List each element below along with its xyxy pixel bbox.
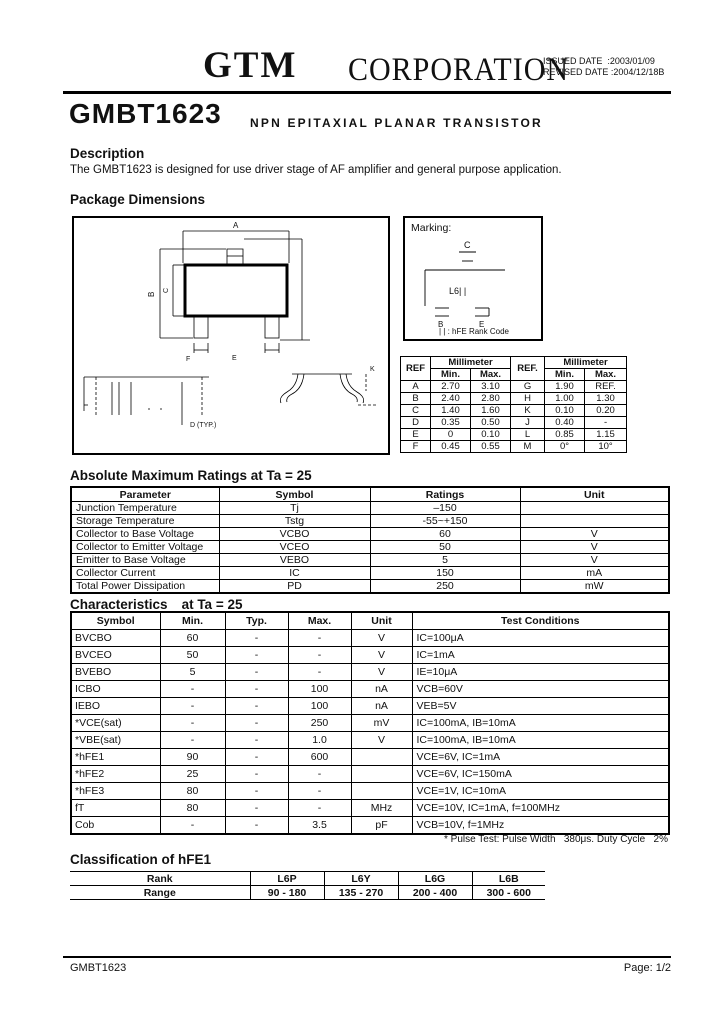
table-row — [71, 567, 669, 580]
marking-pin-top: C — [464, 240, 471, 250]
table-cell: IE=10μA — [412, 664, 669, 681]
table-cell: fT — [71, 800, 160, 817]
table-cell: 200 - 400 — [398, 886, 472, 900]
table-cell: - — [288, 800, 351, 817]
table-cell: L6Y — [324, 872, 398, 886]
table-cell: VEB=5V — [412, 698, 669, 715]
table-cell: VCB=10V, f=1MHz — [412, 817, 669, 835]
table-cell: 90 - 180 — [250, 886, 324, 900]
table-cell: BVEBO — [71, 664, 160, 681]
table-row — [71, 664, 669, 681]
table-cell: - — [160, 817, 225, 835]
col-header-ref: REF — [401, 357, 431, 381]
table-cell: - — [225, 647, 288, 664]
table-cell: 1.30 — [585, 393, 627, 405]
table-cell: - — [225, 766, 288, 783]
marking-box — [403, 216, 543, 341]
table-cell: - — [160, 681, 225, 698]
table-cell: 0.40 — [545, 417, 585, 429]
table-cell: 600 — [288, 749, 351, 766]
table-cell: 1.00 — [545, 393, 585, 405]
table-cell: VCE=6V, IC=150mA — [412, 766, 669, 783]
table-cell: 90 — [160, 749, 225, 766]
table-row — [71, 647, 669, 664]
document-dates — [543, 56, 664, 78]
table-cell: L6G — [398, 872, 472, 886]
table-cell: VCEO — [219, 541, 370, 554]
table-cell: IEBO — [71, 698, 160, 715]
table-cell: 300 - 600 — [472, 886, 545, 900]
table-cell: 2.40 — [431, 393, 471, 405]
table-cell: 0.35 — [431, 417, 471, 429]
table-cell — [520, 502, 669, 515]
table-cell: VCE=6V, IC=1mA — [412, 749, 669, 766]
table-cell: 250 — [370, 580, 520, 594]
table-cell: V — [520, 528, 669, 541]
table-cell: *hFE3 — [71, 783, 160, 800]
table-row — [71, 515, 669, 528]
table-cell: 50 — [160, 647, 225, 664]
table-cell: 0.50 — [471, 417, 511, 429]
table-cell: 0.10 — [545, 405, 585, 417]
table-row — [71, 681, 669, 698]
table-cell: Collector to Emitter Voltage — [71, 541, 219, 554]
table-cell: mV — [351, 715, 412, 732]
table-cell: –150 — [370, 502, 520, 515]
table-cell: - — [160, 715, 225, 732]
table-cell: 0.55 — [471, 441, 511, 453]
table-cell: Total Power Dissipation — [71, 580, 219, 594]
table-row — [71, 487, 669, 502]
table-cell: Cob — [71, 817, 160, 835]
col-header-max2: Max. — [585, 369, 627, 381]
table-row — [401, 381, 627, 393]
part-subtitle: NPN EPITAXIAL PLANAR TRANSISTOR — [250, 116, 543, 130]
classification-table — [70, 871, 545, 900]
table-cell: 80 — [160, 800, 225, 817]
col-header-unit: Unit — [351, 612, 412, 630]
table-cell: - — [585, 417, 627, 429]
table-cell: - — [288, 766, 351, 783]
abs-max-heading: Absolute Maximum Ratings at Ta = 25 — [70, 468, 312, 483]
table-cell: 1.15 — [585, 429, 627, 441]
table-row — [401, 417, 627, 429]
table-cell: VCBO — [219, 528, 370, 541]
revised-date: REVISED DATE :2004/12/18B — [543, 67, 665, 77]
table-cell: Junction Temperature — [71, 502, 219, 515]
table-cell: - — [225, 783, 288, 800]
table-cell: pF — [351, 817, 412, 835]
table-cell: V — [351, 664, 412, 681]
table-cell: L — [511, 429, 545, 441]
marking-body-code: L6| | — [449, 286, 467, 296]
table-cell: - — [288, 783, 351, 800]
table-cell: IC=100mA, IB=10mA — [412, 732, 669, 749]
table-cell: mA — [520, 567, 669, 580]
table-cell: IC=100mA, IB=10mA — [412, 715, 669, 732]
table-row — [71, 715, 669, 732]
table-cell: 0.85 — [545, 429, 585, 441]
abs-max-table — [70, 486, 670, 594]
table-cell: D — [401, 417, 431, 429]
table-cell: BVCBO — [71, 630, 160, 647]
footer-page-number: Page: 1/2 — [623, 962, 671, 974]
table-row — [71, 541, 669, 554]
table-row — [71, 817, 669, 835]
dim-label-f: F — [186, 356, 191, 363]
table-cell: Storage Temperature — [71, 515, 219, 528]
table-row — [71, 749, 669, 766]
table-cell: - — [225, 732, 288, 749]
table-cell: 1.90 — [545, 381, 585, 393]
dim-label-c: C — [163, 287, 170, 293]
dim-label-a: A — [233, 221, 239, 230]
description-text: The GMBT1623 is designed for use driver stage of AF amplifier and general purpose application. — [70, 164, 562, 176]
classification-heading: Classification of hFE1 — [70, 852, 212, 867]
table-cell: 250 — [288, 715, 351, 732]
package-drawing-box — [72, 216, 390, 455]
table-cell: 135 - 270 — [324, 886, 398, 900]
table-cell: Range — [70, 886, 250, 900]
table-cell: *VCE(sat) — [71, 715, 160, 732]
dimensions-table — [400, 356, 627, 453]
table-cell: - — [288, 647, 351, 664]
table-cell — [351, 766, 412, 783]
table-cell: 3.5 — [288, 817, 351, 835]
table-cell: - — [160, 732, 225, 749]
table-cell — [351, 783, 412, 800]
table-row — [70, 886, 545, 900]
table-row — [401, 441, 627, 453]
table-cell: - — [225, 698, 288, 715]
dim-label-b: B — [147, 291, 156, 297]
col-header-symbol: Symbol — [219, 487, 370, 502]
col-header-max: Max. — [288, 612, 351, 630]
table-cell: G — [511, 381, 545, 393]
col-header-unit: Unit — [520, 487, 669, 502]
table-row — [401, 405, 627, 417]
col-header-millimeter: Millimeter — [431, 357, 511, 369]
table-cell: 60 — [160, 630, 225, 647]
table-cell: A — [401, 381, 431, 393]
table-cell: Tstg — [219, 515, 370, 528]
table-row — [401, 393, 627, 405]
table-cell: - — [225, 630, 288, 647]
table-cell: *VBE(sat) — [71, 732, 160, 749]
col-header-min2: Min. — [545, 369, 585, 381]
footer-part-number: GMBT1623 — [70, 962, 127, 974]
characteristics-table — [70, 611, 670, 835]
table-cell: 1.40 — [431, 405, 471, 417]
characteristics-heading-ta: at Ta = 25 — [181, 597, 243, 612]
table-cell: 5 — [160, 664, 225, 681]
table-cell: ICBO — [71, 681, 160, 698]
table-cell: 80 — [160, 783, 225, 800]
marking-label: Marking: — [411, 222, 452, 234]
table-cell: L6B — [472, 872, 545, 886]
issued-date: ISSUED DATE :2003/01/09 — [543, 56, 655, 66]
table-cell: K — [511, 405, 545, 417]
table-cell: PD — [219, 580, 370, 594]
marking-note: | | : hFE Rank Code — [439, 327, 509, 336]
characteristics-heading — [70, 597, 242, 612]
table-cell: 5 — [370, 554, 520, 567]
dim-label-k: K — [370, 366, 375, 373]
table-cell: BVCEO — [71, 647, 160, 664]
table-cell: - — [160, 698, 225, 715]
table-cell: - — [225, 749, 288, 766]
table-row — [71, 502, 669, 515]
table-cell: V — [520, 541, 669, 554]
description-heading: Description — [70, 146, 145, 161]
table-cell: Rank — [70, 872, 250, 886]
table-cell: H — [511, 393, 545, 405]
table-cell: Collector to Base Voltage — [71, 528, 219, 541]
col-header-millimeter2: Millimeter — [545, 357, 627, 369]
table-cell: - — [225, 681, 288, 698]
table-cell: - — [225, 664, 288, 681]
table-cell: 0° — [545, 441, 585, 453]
table-cell: nA — [351, 698, 412, 715]
table-cell: Emitter to Base Voltage — [71, 554, 219, 567]
table-cell: 100 — [288, 698, 351, 715]
table-cell: - — [225, 800, 288, 817]
table-row — [71, 698, 669, 715]
marking-pin-right: E — [479, 320, 485, 329]
table-row — [71, 630, 669, 647]
table-cell: F — [401, 441, 431, 453]
table-cell: VEBO — [219, 554, 370, 567]
col-header-parameter: Parameter — [71, 487, 219, 502]
table-cell: nA — [351, 681, 412, 698]
table-row — [401, 429, 627, 441]
table-cell: *hFE1 — [71, 749, 160, 766]
table-cell: - — [288, 664, 351, 681]
table-cell: REF. — [585, 381, 627, 393]
table-cell: 1.60 — [471, 405, 511, 417]
table-cell: M — [511, 441, 545, 453]
table-cell: IC=100μA — [412, 630, 669, 647]
col-header-min: Min. — [431, 369, 471, 381]
table-row — [71, 732, 669, 749]
col-header-min: Min. — [160, 612, 225, 630]
table-row — [71, 783, 669, 800]
table-row — [71, 612, 669, 630]
company-name: CORPORATION — [348, 52, 570, 88]
package-dimensions-heading: Package Dimensions — [70, 192, 206, 207]
table-cell: 50 — [370, 541, 520, 554]
table-cell: 0.20 — [585, 405, 627, 417]
table-cell: MHz — [351, 800, 412, 817]
col-header-ref2: REF. — [511, 357, 545, 381]
table-cell: - — [225, 715, 288, 732]
col-header-test-conditions: Test Conditions — [412, 612, 669, 630]
table-cell: 0 — [431, 429, 471, 441]
table-cell: C — [401, 405, 431, 417]
table-row — [401, 357, 627, 369]
table-cell: IC=1mA — [412, 647, 669, 664]
table-cell: 1.0 — [288, 732, 351, 749]
table-cell: 10° — [585, 441, 627, 453]
table-cell: Tj — [219, 502, 370, 515]
table-cell: J — [511, 417, 545, 429]
table-cell: 3.10 — [471, 381, 511, 393]
table-row — [71, 766, 669, 783]
table-row — [71, 528, 669, 541]
table-cell — [351, 749, 412, 766]
table-cell: 25 — [160, 766, 225, 783]
company-logo: GTM — [203, 45, 298, 86]
table-cell: E — [401, 429, 431, 441]
table-row — [71, 580, 669, 594]
table-cell: 2.80 — [471, 393, 511, 405]
footer-rule — [63, 956, 671, 958]
table-cell: VCE=1V, IC=10mA — [412, 783, 669, 800]
table-cell: V — [520, 554, 669, 567]
table-cell: 100 — [288, 681, 351, 698]
col-header-max: Max. — [471, 369, 511, 381]
table-row — [71, 800, 669, 817]
dim-label-e: E — [232, 355, 237, 362]
table-cell: 0.10 — [471, 429, 511, 441]
table-cell — [520, 515, 669, 528]
table-cell: VCE=10V, IC=1mA, f=100MHz — [412, 800, 669, 817]
table-cell: 150 — [370, 567, 520, 580]
table-cell: mW — [520, 580, 669, 594]
marking-pin-left: B — [438, 320, 444, 329]
dim-label-d-typ: D (TYP.) — [190, 422, 217, 429]
package-drawing — [74, 218, 388, 453]
table-cell: - — [288, 630, 351, 647]
table-cell: -55~+150 — [370, 515, 520, 528]
table-cell: V — [351, 732, 412, 749]
table-cell: B — [401, 393, 431, 405]
table-cell: 60 — [370, 528, 520, 541]
table-cell: 0.45 — [431, 441, 471, 453]
table-cell: V — [351, 630, 412, 647]
table-cell: IC — [219, 567, 370, 580]
table-row — [70, 872, 545, 886]
table-cell: *hFE2 — [71, 766, 160, 783]
table-cell: VCB=60V — [412, 681, 669, 698]
part-number-title: GMBT1623 — [69, 98, 222, 129]
marking-drawing — [405, 218, 541, 339]
header-rule — [63, 91, 671, 94]
col-header-typ: Typ. — [225, 612, 288, 630]
table-cell: - — [225, 817, 288, 835]
characteristics-heading-text: Characteristics — [70, 597, 168, 612]
table-cell: Collector Current — [71, 567, 219, 580]
table-cell: V — [351, 647, 412, 664]
col-header-symbol: Symbol — [71, 612, 160, 630]
pulse-test-footnote: * Pulse Test: Pulse Width 380μs. Duty Cycle 2% — [443, 834, 668, 845]
table-cell: L6P — [250, 872, 324, 886]
table-row — [71, 554, 669, 567]
col-header-ratings: Ratings — [370, 487, 520, 502]
table-cell: 2.70 — [431, 381, 471, 393]
